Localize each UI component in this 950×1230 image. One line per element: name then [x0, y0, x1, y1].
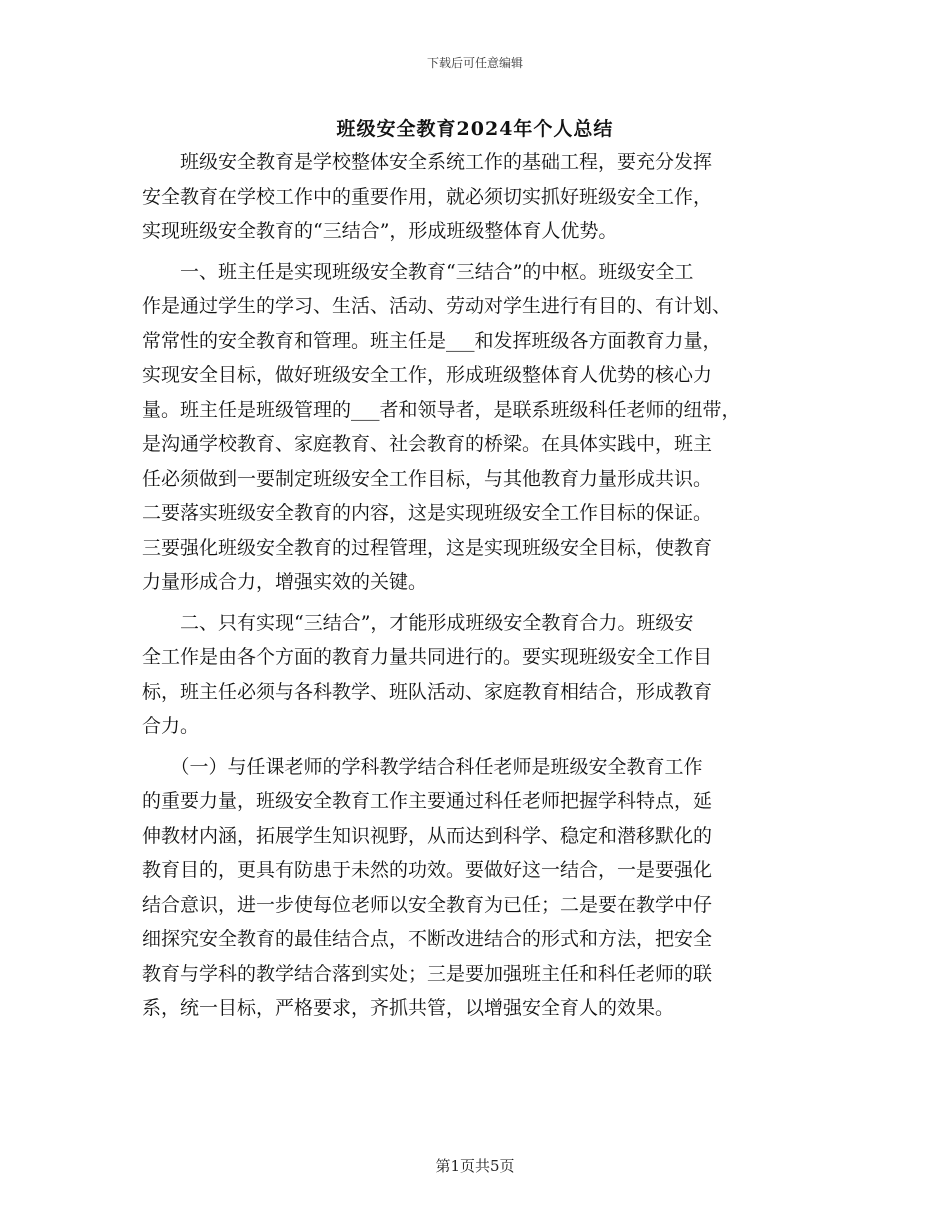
text-line: 力量形成合力，增强实效的关键。	[142, 571, 428, 593]
text-line: 细探究安全教育的最佳结合点，不断改进结合的形式和方法，把安全	[142, 928, 713, 950]
page-footer: 第1页共5页	[435, 1157, 515, 1175]
text-line: 教育与学科的教学结合落到实处；三是要加强班主任和科任老师的联	[142, 962, 713, 985]
text-line: 实现班级安全教育的“三结合”，形成班级整体育人优势。	[142, 220, 618, 242]
paragraph	[142, 750, 814, 1026]
text-line: 合力。	[142, 715, 200, 737]
text-line: 系，统一目标，严格要求，齐抓共管，以增强安全育人的效果。	[142, 997, 675, 1019]
text-line: 常常性的安全教育和管理。班主任是___和发挥班级各方面教育力量，	[142, 329, 722, 352]
text-line: 的重要力量，班级安全教育工作主要通过科任老师把握学科特点，延	[142, 790, 713, 812]
text-line: 三要强化班级安全教育的过程管理，这是实现班级安全目标，使教育	[142, 536, 713, 559]
text-line: （一）与任课老师的学科教学结合科任老师是班级安全教育工作	[142, 755, 703, 778]
header-note: 下载后可任意编辑	[426, 56, 523, 70]
text-line: 班级安全教育是学校整体安全系统工作的基础工程，要充分发挥	[142, 151, 713, 173]
document-title: 班级安全教育2024年个人总结	[336, 118, 614, 140]
text-line: 结合意识，进一步使每位老师以安全教育为已任；二是要在教学中仔	[142, 893, 713, 916]
document-body	[142, 145, 814, 1026]
text-line: 安全教育在学校工作中的重要作用，就必须切实抓好班级安全工作，	[142, 185, 713, 208]
text-line: 伸教材内涵，拓展学生知识视野，从而达到科学、稳定和潜移默化的	[142, 824, 713, 847]
text-line: 作是通过学生的学习、生活、活动、劳动对学生进行有目的、有计划、	[142, 295, 732, 317]
text-line: 教育目的，更具有防患于未然的功效。要做好这一结合，一是要强化	[142, 859, 713, 881]
text-line: 标，班主任必须与各科教学、班队活动、家庭教育相结合，形成教育	[142, 680, 713, 703]
text-line: 量。班主任是班级管理的___者和领导者，是联系班级科任老师的纽带，	[142, 398, 741, 421]
text-line: 任必须做到一要制定班级安全工作目标，与其他教育力量形成共识。	[142, 467, 713, 490]
text-line: 全工作是由各个方面的教育力量共同进行的。要实现班级安全工作目	[142, 646, 713, 668]
text-line: 二、只有实现“三结合”，才能形成班级安全教育合力。班级安	[142, 611, 694, 634]
text-line: 一、班主任是实现班级安全教育“三结合”的中枢。班级安全工	[142, 260, 694, 283]
paragraph	[142, 145, 814, 249]
text-line: 二要落实班级安全教育的内容，这是实现班级安全工作目标的保证。	[142, 502, 713, 524]
text-line: 实现安全目标，做好班级安全工作，形成班级整体育人优势的核心力	[142, 364, 713, 386]
text-line: 是沟通学校教育、家庭教育、社会教育的桥梁。在具体实践中，班主	[142, 433, 713, 455]
paragraph	[142, 255, 814, 600]
paragraph	[142, 606, 814, 744]
